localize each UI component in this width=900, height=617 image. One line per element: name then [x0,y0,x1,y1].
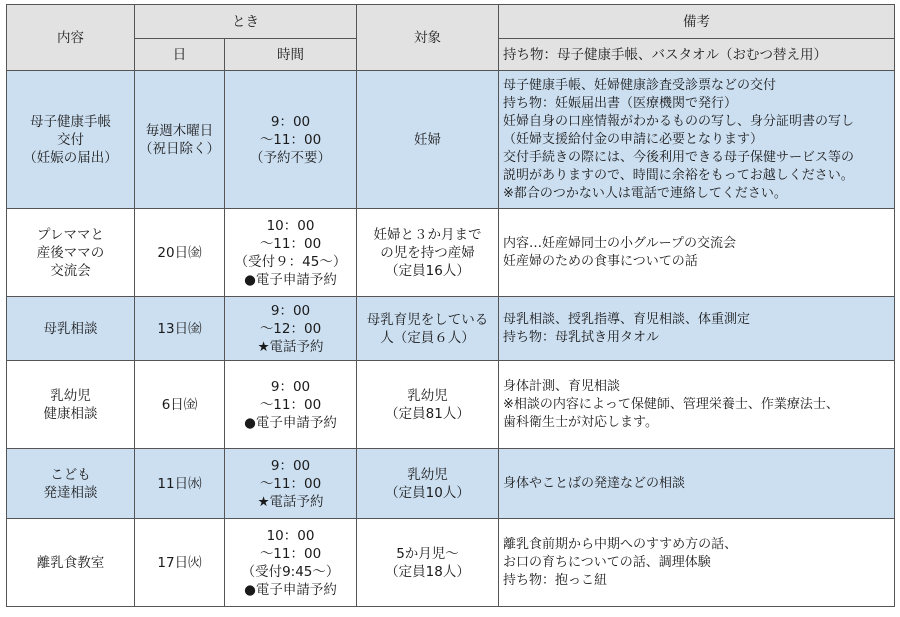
cell-line: お口の育ちについての話、調理体験 [503,554,711,570]
cell-content [7,297,135,361]
cell-line: （受付９：45～） [234,253,347,270]
cell-line: 持ち物：妊娠届出書（医療機関で発行） [503,95,738,111]
cell-day [135,449,225,519]
cell-time [225,449,357,519]
cell-day [135,71,225,209]
cell-line: プレママと [37,226,104,243]
cell-line: 身体やことばの発達などの相談 [503,475,686,491]
cell-line: （定員10人） [385,484,470,501]
cell-line: ●電子申請予約 [244,271,337,288]
header-when: とき [135,5,357,39]
header-target: 対象 [357,5,499,71]
cell-target [357,297,499,361]
cell-content [7,71,135,209]
cell-line: 10：00 [266,217,315,234]
cell-line: 毎週木曜日 [145,122,214,139]
cell-line: ～11：00 [259,235,322,252]
cell-line: 持ち物：抱っこ紐 [503,572,608,588]
cell-line: 持ち物：母乳拭き用タオル [503,329,660,345]
cell-line: 9：00 [270,302,311,319]
cell-line: ★電話予約 [257,493,324,510]
cell-line: （予約不要） [250,149,331,166]
cell-line: ●電子申請予約 [244,581,337,598]
cell-line: ～11：00 [259,545,322,562]
cell-line: ～11：00 [259,475,322,492]
cell-line: 5か月児～ [396,545,459,562]
cell-line: 母子健康手帳、妊婦健康診査受診票などの交付 [503,77,777,93]
cell-time [225,297,357,361]
cell-content [7,519,135,607]
cell-line: 歯科衛生士が対応します。 [503,414,658,430]
cell-target [357,209,499,297]
header-remarks: 備考 [499,5,895,39]
cell-line: 9：00 [270,457,311,474]
cell-remarks [499,297,895,361]
cell-line: こども [50,466,91,483]
cell-remarks [499,519,895,607]
cell-line: 10：00 [266,527,315,544]
cell-line: 妊婦自身の口座情報がわかるものの写し、身分証明書の写し [503,113,855,129]
cell-line: （妊婦支援給付金の申請に必要となります） [503,131,764,147]
schedule-table [6,4,895,607]
cell-line: の児を持つ産婦 [380,244,475,261]
cell-line: 20日㈮ [157,244,202,261]
cell-line: 離乳食前期から中期へのすすめ方の話、 [503,536,738,552]
cell-line: ※相談の内容によって保健師、管理栄養士、作業療法士、 [503,396,839,412]
cell-time [225,71,357,209]
cell-line: 発達相談 [43,484,98,501]
cell-day [135,209,225,297]
header-content: 内容 [7,5,135,71]
cell-remarks [499,361,895,449]
cell-remarks [499,209,895,297]
table-row [7,449,895,519]
cell-day [135,361,225,449]
header-row [7,5,895,39]
cell-line: 産後ママの [36,244,105,261]
table-row [7,71,895,209]
cell-line: 6日㈮ [161,396,198,413]
cell-line: （定員16人） [385,262,470,279]
cell-line: 妊婦 [414,131,441,148]
header-time: 時間 [225,39,357,71]
table-row [7,209,895,297]
header-remarks-note: 持ち物：母子健康手帳、バスタオル（おむつ替え用） [499,39,895,71]
cell-line: 健康相談 [43,405,98,422]
cell-target [357,361,499,449]
table-row [7,519,895,607]
cell-target [357,71,499,209]
cell-line: （受付9:45～） [241,563,340,580]
cell-line: 人（定員６人） [380,329,475,346]
cell-line: 母子健康手帳 [30,113,111,130]
cell-line: 交流会 [50,262,91,279]
cell-line: 妊産婦のための食事についての話 [503,253,698,269]
cell-content [7,449,135,519]
cell-line: 17日㈫ [157,554,202,571]
cell-line: 乳幼児 [407,466,448,483]
cell-line: 11日㈬ [157,475,202,492]
cell-line: ★電話予約 [257,338,324,355]
cell-line: 説明がありますので、時間に余裕をもってお越しください。 [503,167,854,183]
cell-line: 妊婦と３か月まで [373,226,482,243]
cell-line: 母乳相談 [43,320,98,337]
cell-line: 内容…妊産婦同士の小グループの交流会 [503,235,736,251]
cell-line: ～11：00 [259,131,322,148]
cell-time [225,361,357,449]
table-row [7,361,895,449]
cell-target [357,519,499,607]
cell-line: （妊娠の届出） [23,149,118,166]
cell-time [225,519,357,607]
cell-line: ●電子申請予約 [244,414,337,431]
cell-remarks [499,71,895,209]
cell-line: 乳幼児 [407,387,448,404]
cell-line: （定員81人） [385,405,470,422]
header-day: 日 [135,39,225,71]
cell-line: 母乳育児をしている [366,311,489,328]
cell-line: 乳幼児 [50,387,91,404]
cell-time [225,209,357,297]
cell-line: 9：00 [270,113,311,130]
cell-line: 交付手続きの際には、今後利用できる母子保健サービス等の [503,149,855,165]
cell-line: 離乳食教室 [36,554,105,571]
cell-line: （祝日除く） [139,140,220,157]
cell-target [357,449,499,519]
table-row [7,297,895,361]
cell-line: ～12：00 [259,320,322,337]
cell-line: 9：00 [270,378,311,395]
cell-line: ～11：00 [259,396,322,413]
cell-remarks [499,449,895,519]
cell-content [7,209,135,297]
cell-line: （定員18人） [385,563,470,580]
cell-line: 母乳相談、授乳指導、育児相談、体重測定 [503,311,751,327]
cell-line: 身体計測、育児相談 [503,378,621,394]
cell-day [135,297,225,361]
cell-line: ※都合のつかない人は電話で連絡してください。 [503,185,787,201]
cell-content [7,361,135,449]
cell-line: 13日㈮ [157,320,202,337]
cell-day [135,519,225,607]
cell-line: 交付 [57,131,84,148]
